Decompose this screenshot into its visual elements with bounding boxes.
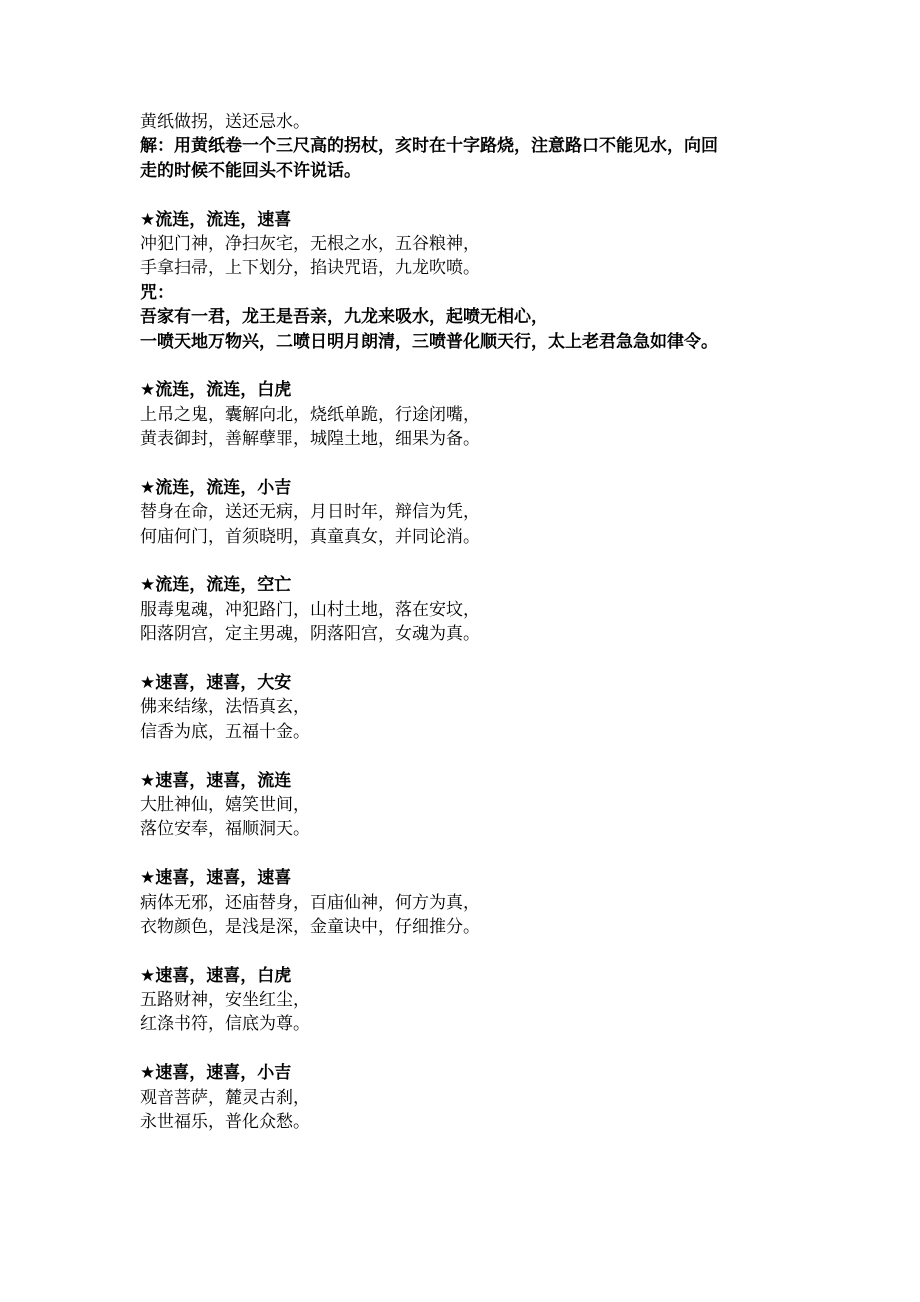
verse-line: 上吊之鬼，囊解向北，烧纸单跪，行途闭嘴， bbox=[140, 404, 480, 425]
verse-line: 佛来结缘，法悟真玄， bbox=[140, 697, 310, 718]
verse-line: 观音菩萨，麓灵古刹， bbox=[140, 1087, 310, 1108]
section-liulian-suxi bbox=[140, 208, 820, 354]
paragraph-gap bbox=[140, 451, 820, 475]
section-suxi-daan bbox=[140, 671, 820, 744]
verse-line: 信香为底，五福十金。 bbox=[140, 721, 310, 742]
verse-line: 阳落阴宫，定主男魂，阴落阳宫，女魂为真。 bbox=[140, 624, 480, 645]
explanation-line: 走的时候不能回头不许说话。 bbox=[140, 160, 361, 181]
verse-line: 黄表御封，善解孽罪，城隍土地，细果为备。 bbox=[140, 429, 480, 450]
incantation-line: 吾家有一君，龙王是吾亲，九龙来吸水，起喷无相心， bbox=[140, 307, 548, 328]
paragraph-gap bbox=[140, 842, 820, 866]
verse-line: 何庙何门，首须晓明，真童真女，并同论消。 bbox=[140, 526, 480, 547]
verse-line: 手拿扫帚，上下划分，掐诀咒语，九龙吹喷。 bbox=[140, 258, 480, 279]
verse-line: 大肚神仙，嬉笑世间， bbox=[140, 794, 310, 815]
section-liulian-baihu bbox=[140, 378, 820, 451]
verse-line: 衣物颜色，是浅是深，金童诀中，仔细推分。 bbox=[140, 916, 480, 937]
verse-line: 永世福乐，普化众愁。 bbox=[140, 1112, 310, 1133]
paragraph-gap bbox=[140, 354, 820, 378]
incantation-label: 咒： bbox=[140, 282, 174, 303]
section-heading: ★流连，流连，白虎 bbox=[140, 380, 292, 401]
verse-line: 红涤书符，信底为尊。 bbox=[140, 1014, 310, 1035]
section-heading: ★流连，流连，小吉 bbox=[140, 477, 292, 498]
section-suxi-xiaoji bbox=[140, 1061, 820, 1134]
paragraph-gap bbox=[140, 549, 820, 573]
paragraph-gap bbox=[140, 1037, 820, 1061]
intro-line: 黄纸做拐，送还忌水。 bbox=[140, 112, 310, 132]
section-heading: ★流连，流连，空亡 bbox=[140, 575, 292, 596]
section-heading: ★速喜，速喜，流连 bbox=[140, 770, 292, 791]
section-heading: ★速喜，速喜，白虎 bbox=[140, 965, 292, 986]
verse-line: 五路财神，安坐红尘， bbox=[140, 990, 310, 1011]
verse-line: 冲犯门神，净扫灰宅，无根之水，五谷粮神， bbox=[140, 233, 480, 254]
section-heading: ★速喜，速喜，小吉 bbox=[140, 1063, 292, 1084]
paragraph-gap bbox=[140, 183, 820, 207]
section-heading: ★速喜，速喜，速喜 bbox=[140, 868, 292, 889]
section-suxi-liulian bbox=[140, 769, 820, 842]
section-liulian-kongwang bbox=[140, 573, 820, 646]
section-suxi-suxi bbox=[140, 866, 820, 939]
verse-line: 服毒鬼魂，冲犯路门，山村土地，落在安坟， bbox=[140, 599, 480, 620]
document-page bbox=[140, 110, 820, 1134]
section-suxi-baihu bbox=[140, 964, 820, 1037]
incantation-line: 一喷天地万物兴，二喷日明月朗清，三喷普化顺天行，太上老君急急如律令。 bbox=[140, 331, 718, 352]
paragraph-gap bbox=[140, 939, 820, 963]
paragraph-gap bbox=[140, 647, 820, 671]
section-heading: ★速喜，速喜，大安 bbox=[140, 672, 292, 693]
verse-line: 替身在命，送还无病，月日时年，辩信为凭， bbox=[140, 502, 480, 523]
verse-line: 落位安奉，福顺洞天。 bbox=[140, 819, 310, 840]
paragraph-gap bbox=[140, 744, 820, 768]
verse-line: 病体无邪，还庙替身，百庙仙神，何方为真， bbox=[140, 892, 480, 913]
section-liulian-xiaoji bbox=[140, 476, 820, 549]
explanation-line: 解：用黄纸卷一个三尺高的拐杖，亥时在十字路烧，注意路口不能见水，向回 bbox=[140, 136, 718, 157]
section-heading: ★流连，流连，速喜 bbox=[140, 209, 292, 230]
